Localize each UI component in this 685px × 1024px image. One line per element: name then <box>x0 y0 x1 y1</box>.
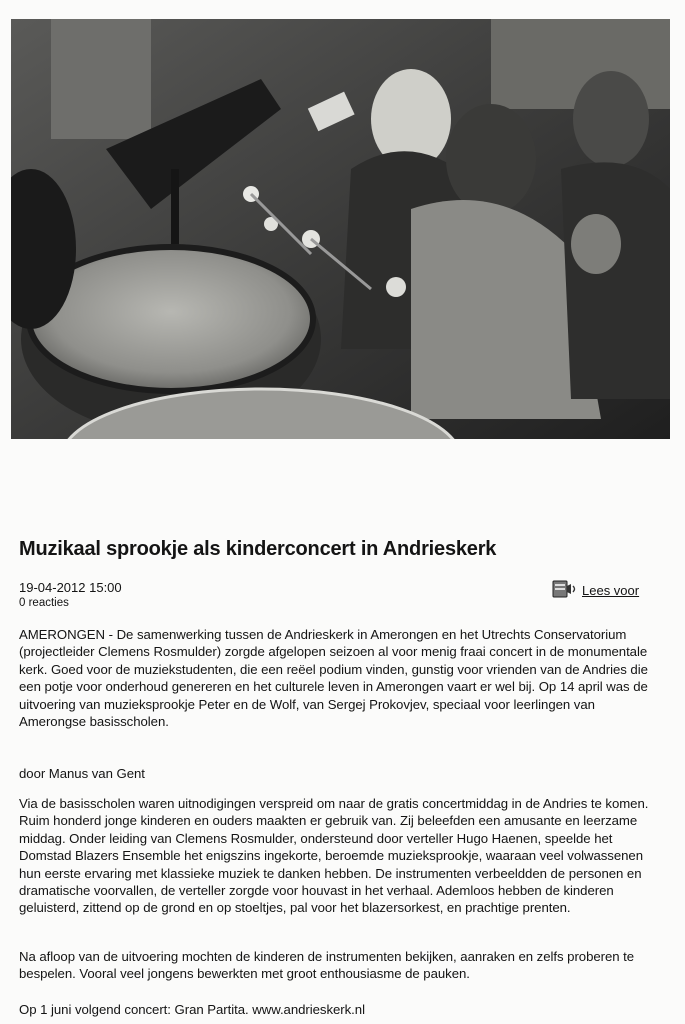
article-headline: Muzikaal sprookje als kinderconcert in Andrieskerk <box>19 538 497 560</box>
reactions-count[interactable]: 0 reacties <box>19 597 69 609</box>
speaker-icon <box>552 579 578 602</box>
article-photo <box>11 19 670 439</box>
children-with-timpani-photo <box>11 19 670 439</box>
article-byline: door Manus van Gent <box>19 766 145 781</box>
article-intro: AMERONGEN - De samenwerking tussen de Andrieskerk in Amerongen en het Utrechts Conservatorium (projectleider Clemens Rosmulder) zorgde afgelopen seizoen al voor menig fraai concert in de monumentale kerk. Goed voor de muziekstudenten, die een reëel podium vinden, gunstig voor vrienden van de Andries die een potje voor onderhoud genereren en het culturele leven in Amerongen vaart er wel bij. Op 14 april was de uitvoering van muzieksprookje Peter en de Wolf, van Sergej Prokovjev, speciaal voor leerlingen van Amerongse basisscholen. <box>19 627 648 730</box>
read-aloud-button[interactable] <box>552 579 639 602</box>
next-concert: Op 1 juni volgend concert: Gran Partita. www.andrieskerk.nl <box>19 1002 365 1017</box>
article-after: Na afloop van de uitvoering mochten de kinderen de instrumenten bekijken, aanraken en zelfs proberen te bespelen. Vooral veel jongens bewerkten met groot enthousiasme de pauken. <box>19 949 635 982</box>
read-aloud-label[interactable]: Lees voor <box>582 583 640 598</box>
article-body: Via de basisscholen waren uitnodigingen verspreid om naar de gratis concertmiddag in de Andries te komen. Ruim honderd jonge kinderen en ouders maakten er gebruik van. Zij beleefden een amusante en leerzame middag. Onder leiding van Clemens Rosmulder, ondersteund door verteller Hugo Haenen, speelde het Domstad Blazers Ensemble het enigszins ingekorte, beroemde muzieksprookje, waaraan veel volwassenen hun eerste ervaring met klassieke muziek te danken hebben. De instrumenten verbeeldden de personen en dramatische voorvallen, de verteller zorgde voor houvast in het verhaal. Ademloos hebben de kinderen geluisterd, zittend op de grond en op stoeltjes, pal voor het blazersorkest, en prachtige prenten. <box>19 796 649 916</box>
article-date: 19-04-2012 15:00 <box>19 580 122 595</box>
